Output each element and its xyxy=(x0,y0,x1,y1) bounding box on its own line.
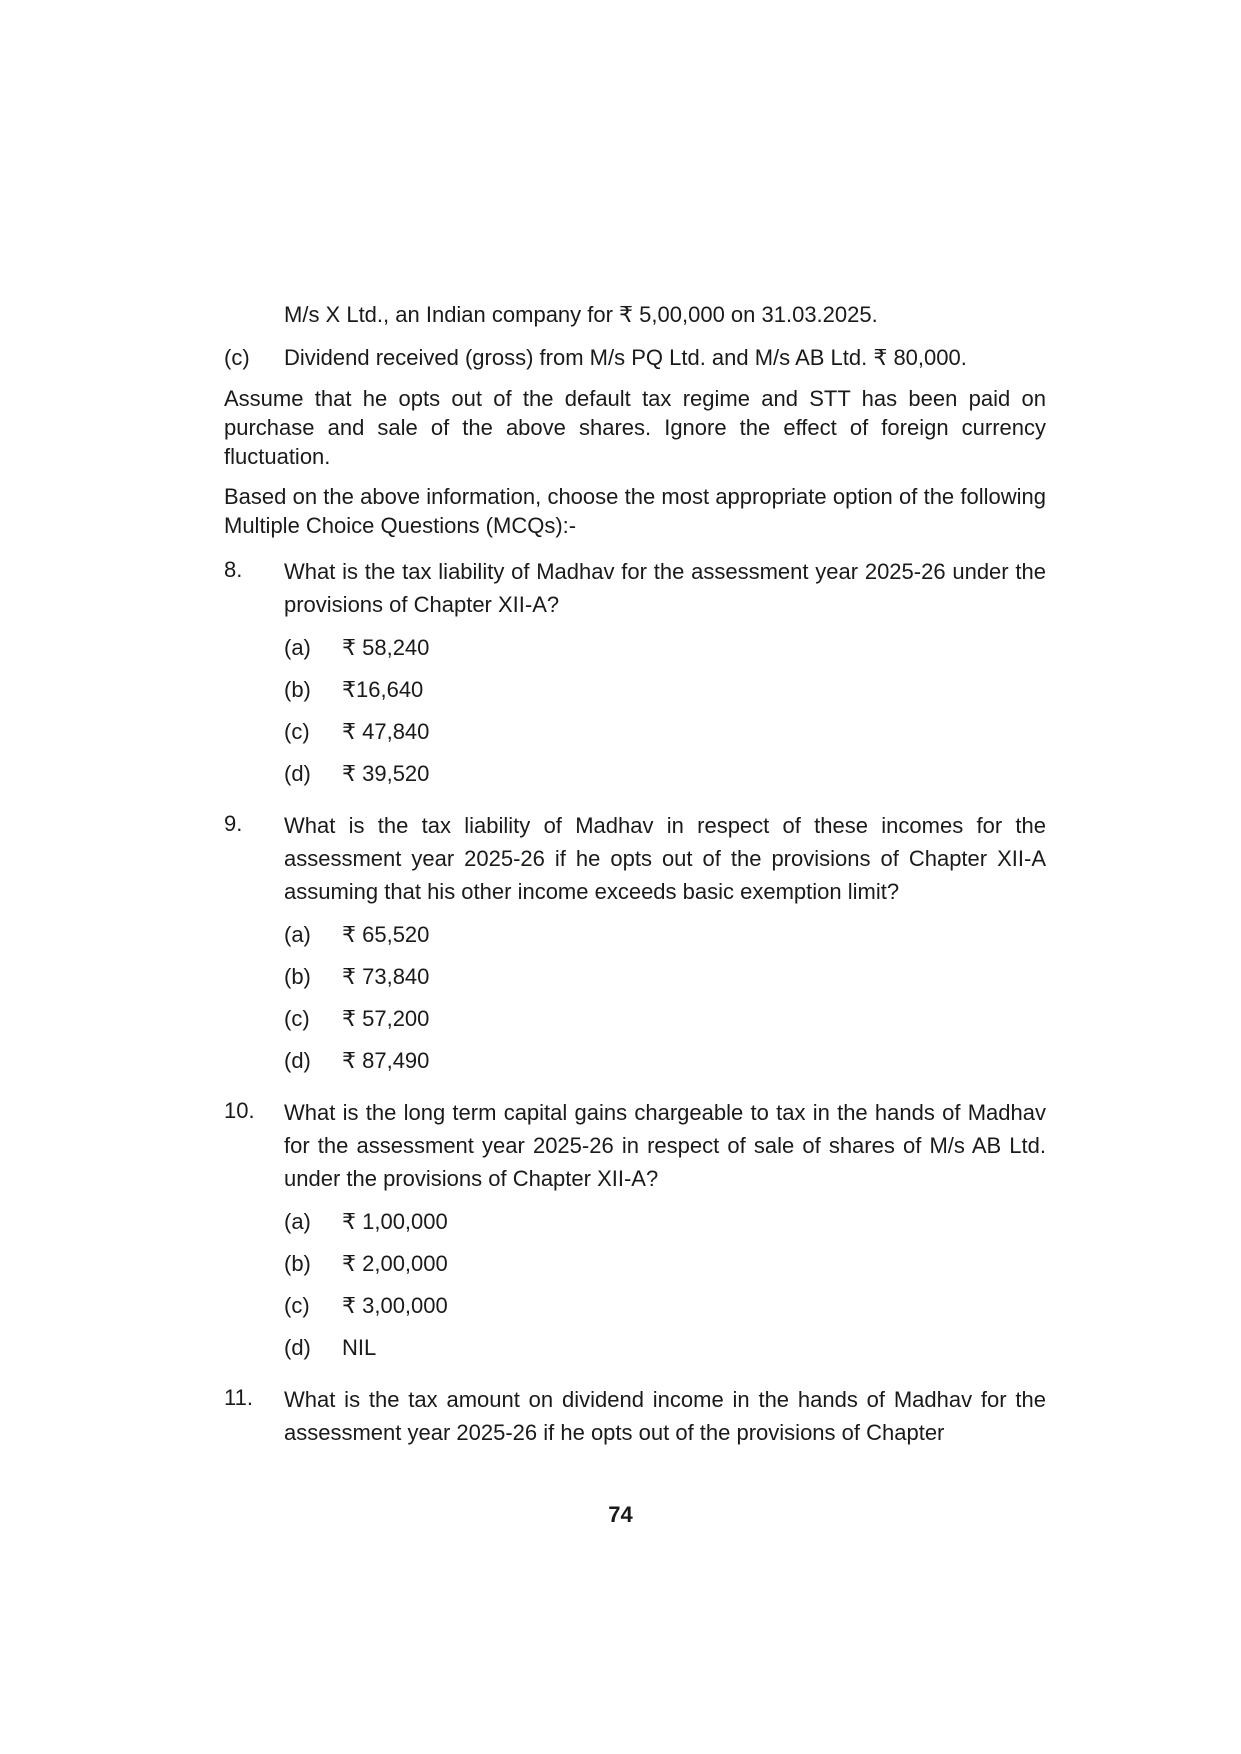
option-label: (b) xyxy=(284,963,311,989)
option-text: ₹ 58,240 xyxy=(342,634,430,660)
option-label: (a) xyxy=(284,921,311,947)
item-c-text: Dividend received (gross) from M/s PQ Ltd. and M/s AB Ltd. ₹ 80,000. xyxy=(284,345,967,370)
question-8-options xyxy=(284,626,1046,794)
option-d xyxy=(284,1326,1046,1368)
question-number: 9. xyxy=(224,811,243,836)
question-number: 8. xyxy=(224,557,243,582)
option-c xyxy=(284,710,1046,752)
option-text: ₹ 2,00,000 xyxy=(342,1250,448,1276)
page-number: 74 xyxy=(608,1502,633,1527)
item-c xyxy=(224,343,1046,372)
option-label: (b) xyxy=(284,1250,311,1276)
option-d xyxy=(284,752,1046,794)
option-label: (b) xyxy=(284,676,311,702)
option-text: ₹ 47,840 xyxy=(342,718,430,744)
question-10-options xyxy=(284,1200,1046,1368)
page-content xyxy=(224,300,1046,1449)
question-text: What is the tax liability of Madhav in respect of these incomes for the assessment year 2025-26 if he opts out of the provisions of Chapter XII-A assuming that his other income exceeds basic exemption limit? xyxy=(284,813,1046,904)
option-b xyxy=(284,1242,1046,1284)
question-10 xyxy=(224,1096,1046,1195)
instruction-paragraph: Based on the above information, choose the most appropriate option of the following Multiple Choice Questions (MCQs):- xyxy=(224,484,1046,538)
option-a xyxy=(284,626,1046,668)
option-label: (a) xyxy=(284,1208,311,1234)
option-label: (d) xyxy=(284,1334,311,1360)
option-d xyxy=(284,1039,1046,1081)
option-label: (d) xyxy=(284,1047,311,1073)
option-a xyxy=(284,1200,1046,1242)
question-number: 11. xyxy=(224,1385,253,1410)
option-label: (a) xyxy=(284,634,311,660)
question-text: What is the tax liability of Madhav for the assessment year 2025-26 under the provisions of Chapter XII-A? xyxy=(284,559,1046,617)
option-text: ₹16,640 xyxy=(342,676,424,702)
option-text: NIL xyxy=(342,1334,377,1360)
option-b xyxy=(284,955,1046,997)
option-label: (d) xyxy=(284,760,311,786)
option-text: ₹ 65,520 xyxy=(342,921,430,947)
option-text: ₹ 3,00,000 xyxy=(342,1292,448,1318)
option-text: ₹ 73,840 xyxy=(342,963,430,989)
question-text: What is the tax amount on dividend income in the hands of Madhav for the assessment year 2025-26 if he opts out of the provisions of Chapter xyxy=(284,1387,1046,1445)
option-label: (c) xyxy=(284,718,310,744)
option-b xyxy=(284,668,1046,710)
question-text: What is the long term capital gains chargeable to tax in the hands of Madhav for the assessment year 2025-26 in respect of sale of shares of M/s AB Ltd. under the provisions of Chapter XII-A? xyxy=(284,1100,1046,1191)
question-8 xyxy=(224,555,1046,621)
continuation-line: M/s X Ltd., an Indian company for ₹ 5,00,000 on 31.03.2025. xyxy=(284,302,878,327)
option-text: ₹ 39,520 xyxy=(342,760,430,786)
option-text: ₹ 1,00,000 xyxy=(342,1208,448,1234)
option-a xyxy=(284,913,1046,955)
question-11 xyxy=(224,1383,1046,1449)
assumption-paragraph: Assume that he opts out of the default tax regime and STT has been paid on purchase and sale of the above shares. Ignore the effect of foreign currency fluctuation. xyxy=(224,386,1046,469)
option-label: (c) xyxy=(284,1292,310,1318)
option-c xyxy=(284,1284,1046,1326)
item-c-label: (c) xyxy=(224,345,250,370)
question-9 xyxy=(224,809,1046,908)
question-9-options xyxy=(284,913,1046,1081)
option-text: ₹ 57,200 xyxy=(342,1005,430,1031)
option-text: ₹ 87,490 xyxy=(342,1047,430,1073)
option-label: (c) xyxy=(284,1005,310,1031)
question-number: 10. xyxy=(224,1098,255,1123)
option-c xyxy=(284,997,1046,1039)
